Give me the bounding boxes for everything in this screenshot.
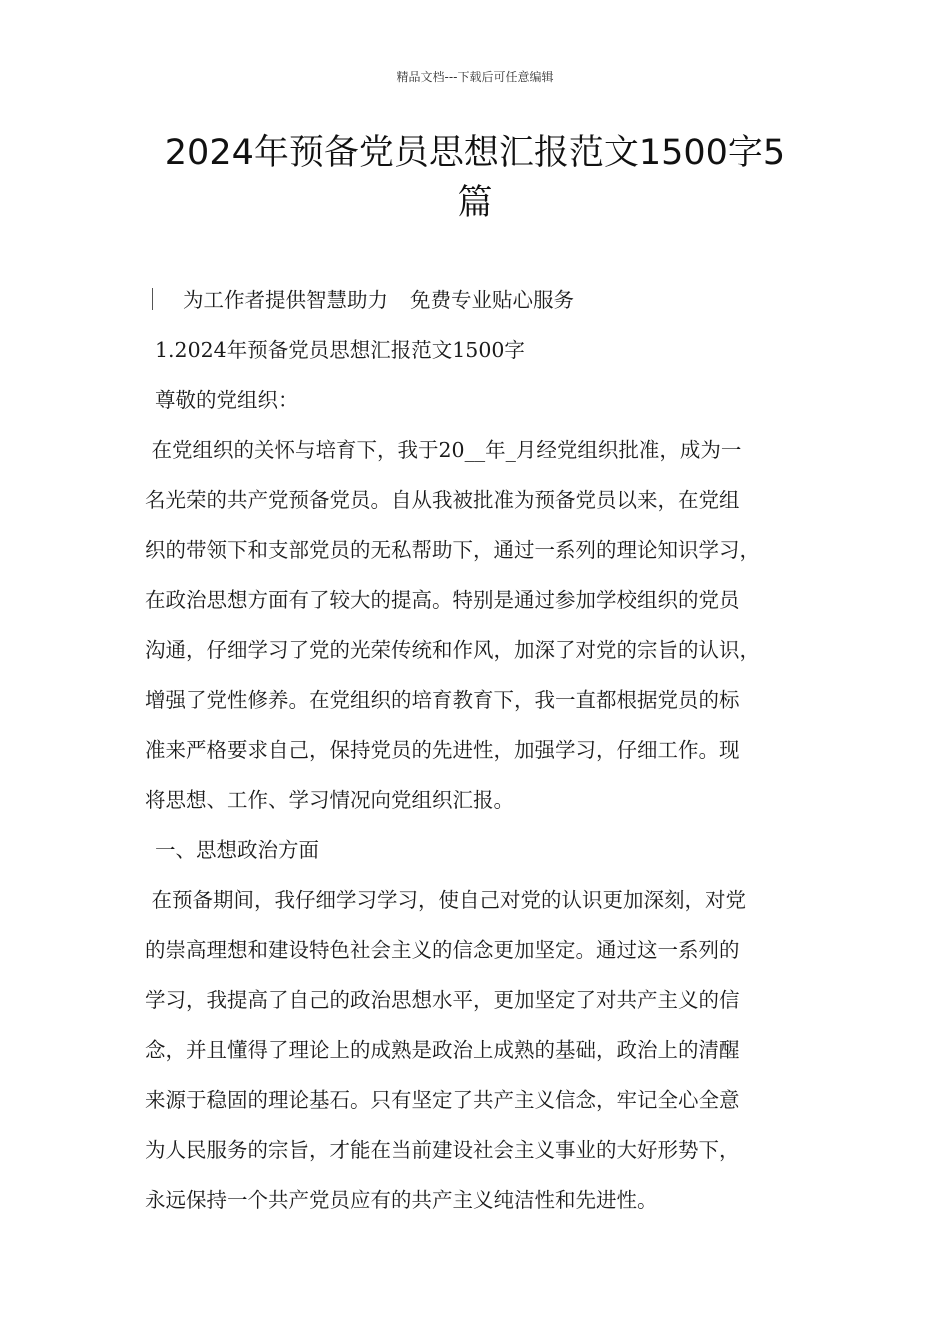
subheading: 一、思想政治方面 xyxy=(155,838,319,862)
section-heading: 1.2024年预备党员思想汇报范文1500字 xyxy=(155,338,525,362)
paragraph-line: 永远保持一个共产党员应有的共产主义纯洁性和先进性。 xyxy=(145,1188,658,1212)
paragraph-2 xyxy=(145,875,815,1225)
paragraph-line: 准来严格要求自己，保持党员的先进性，加强学习，仔细工作。现 xyxy=(145,738,740,762)
paragraph-line: 在政治思想方面有了较大的提高。特别是通过参加学校组织的党员 xyxy=(145,588,740,612)
paragraph-line: 念，并且懂得了理论上的成熟是政治上成熟的基础，政治上的清醒 xyxy=(145,1038,740,1062)
document-body xyxy=(145,325,815,1225)
title-line: 篇 xyxy=(457,183,493,223)
paragraph-line: 在预备期间，我仔细学习学习，使自己对党的认识更加深刻，对党 xyxy=(145,888,747,912)
paragraph-line: 沟通，仔细学习了党的光荣传统和作风，加深了对党的宗旨的认识， xyxy=(145,638,760,662)
slogan-divider xyxy=(152,288,153,310)
paragraph-line: 名光荣的共产党预备党员。自从我被批准为预备党员以来，在党组 xyxy=(145,488,740,512)
slogan-right: 免费专业贴心服务 xyxy=(410,288,574,312)
salutation: 尊敬的党组织： xyxy=(155,388,299,412)
paragraph-line: 在党组织的关怀与培育下，我于20__年_月经党组织批准，成为一 xyxy=(145,438,742,462)
paragraph-line: 织的带领下和支部党员的无私帮助下，通过一系列的理论知识学习， xyxy=(145,538,760,562)
document-title xyxy=(140,128,810,228)
paragraph-line: 增强了党性修养。在党组织的培育教育下，我一直都根据党员的标 xyxy=(145,688,740,712)
slogan-left: 为工作者提供智慧助力 xyxy=(183,288,388,312)
slogan-row xyxy=(152,275,574,325)
paragraph-line: 为人民服务的宗旨，才能在当前建设社会主义事业的大好形势下， xyxy=(145,1138,740,1162)
title-line: 2024年预备党员思想汇报范文1500字5 xyxy=(164,133,786,173)
paragraph-line: 将思想、工作、学习情况向党组织汇报。 xyxy=(145,788,514,812)
paragraph-line: 的崇高理想和建设特色社会主义的信念更加坚定。通过这一系列的 xyxy=(145,938,740,962)
paragraph-1 xyxy=(145,425,815,825)
paragraph-line: 学习，我提高了自己的政治思想水平，更加坚定了对共产主义的信 xyxy=(145,988,740,1012)
paragraph-line: 来源于稳固的理论基石。只有坚定了共产主义信念，牢记全心全意 xyxy=(145,1088,740,1112)
header-note: 精品文档---下载后可任意编辑 xyxy=(396,70,554,84)
